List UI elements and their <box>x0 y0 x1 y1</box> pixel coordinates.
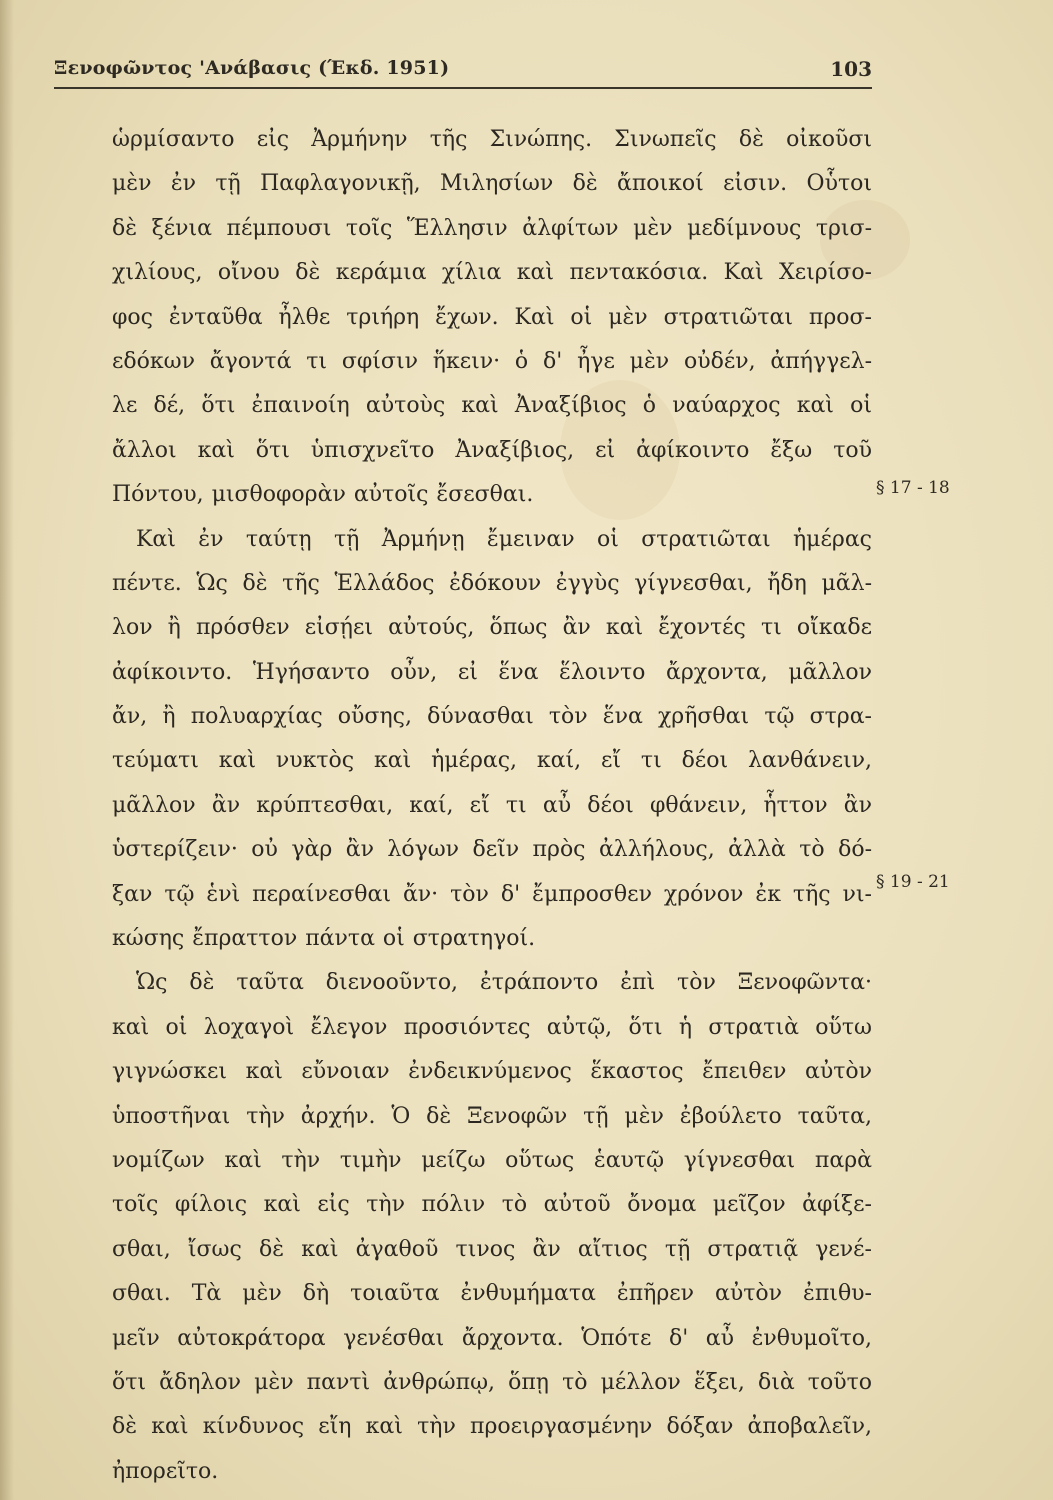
text-line: χιλίους, οἴνου δὲ κεράμια χίλια καὶ πεντακόσια. Καὶ Χειρίσο- <box>112 260 872 286</box>
body-text <box>112 118 872 1494</box>
text-line: ὑστερίζειν· οὐ γὰρ ἂν λόγων δεῖν πρὸς ἀλλήλους, ἀλλὰ τὸ δό- <box>112 837 872 863</box>
text-line: ἠπορεῖτο. <box>112 1458 219 1484</box>
text-line: νομίζων καὶ τὴν τιμὴν μείζω οὕτως ἑαυτῷ γίγνεσθαι παρὰ <box>112 1147 872 1173</box>
text-line: ὡρμίσαντο εἰς Ἀρμήνην τῆς Σινώπης. Σινωπεῖς δὲ οἰκοῦσι <box>112 127 872 152</box>
text-line: φος ἐνταῦθα ἦλθε τριήρη ἔχων. Καὶ οἱ μὲν στρατιῶται προσ- <box>112 304 872 330</box>
text-line: λε δέ, ὅτι ἐπαινοίη αὐτοὺς καὶ Ἀναξίβιος ὁ ναύαρχος καὶ οἱ <box>112 393 872 419</box>
text-line: πέντε. Ὡς δὲ τῆς Ἑλλάδος ἐδόκουν ἐγγὺς γίγνεσθαι, ἤδη μᾶλ- <box>112 570 872 596</box>
text-line: εδόκων ἄγοντά τι σφίσιν ἥκειν· ὁ δ' ἦγε μὲν οὐδέν, ἀπήγγελ- <box>112 348 872 374</box>
text-line: καὶ οἱ λοχαγοὶ ἔλεγον προσιόντες αὐτῷ, ὅτι ἡ στρατιὰ οὕτω <box>112 1014 872 1040</box>
text-line: σθαι. Τὰ μὲν δὴ τοιαῦτα ἐνθυμήματα ἐπῆρεν αὐτὸν ἐπιθυ- <box>112 1281 872 1307</box>
text-line: ὑποστῆναι τὴν ἀρχήν. Ὁ δὲ Ξενοφῶν τῇ μὲν ἐβούλετο ταῦτα, <box>112 1103 872 1129</box>
text-line: λον ἢ πρόσθεν εἰσῄει αὐτούς, ὅπως ἂν καὶ ἔχοντές τι οἴκαδε <box>112 615 872 641</box>
text-line: μᾶλλον ἂν κρύπτεσθαι, καί, εἴ τι αὖ δέοι φθάνειν, ἧττον ἂν <box>112 792 872 818</box>
text-line: ἀφίκοιντο. Ἡγήσαντο οὖν, εἰ ἕνα ἕλοιντο ἄρχοντα, μᾶλλον <box>112 659 872 685</box>
section-marker: § 19 - 21 <box>876 872 950 892</box>
text-line: κώσης ἔπραττον πάντα οἱ στρατηγοί. <box>112 926 536 952</box>
text-line: τοῖς φίλοις καὶ εἰς τὴν πόλιν τὸ αὐτοῦ ὄνομα μεῖζον ἀφίξε- <box>112 1192 872 1218</box>
page-edge-shadow <box>0 0 14 1500</box>
page-number: 103 <box>830 57 872 81</box>
text-line: δὲ καὶ κίνδυνος εἴη καὶ τὴν προειργασμένην δόξαν ἀποβαλεῖν, <box>112 1414 872 1440</box>
text-line: δὲ ξένια πέμπουσι τοῖς Ἕλλησιν ἀλφίτων μὲν μεδίμνους τρισ- <box>112 215 872 241</box>
running-head-title: Ξενοφῶντος 'Ανάβασις (Έκδ. 1951) <box>54 57 450 79</box>
text-line: ξαν τῷ ἑνὶ περαίνεσθαι ἄν· τὸν δ' ἔμπροσθεν χρόνον ἐκ τῆς νι- <box>112 881 872 907</box>
running-head <box>54 57 872 87</box>
text-line: ὅτι ἄδηλον μὲν παντὶ ἀνθρώπῳ, ὅπῃ τὸ μέλλον ἕξει, διὰ τοῦτο <box>112 1369 872 1395</box>
section-marker: § 17 - 18 <box>876 478 950 498</box>
text-line: μεῖν αὐτοκράτορα γενέσθαι ἄρχοντα. Ὁπότε δ' αὖ ἐνθυμοῖτο, <box>112 1325 872 1351</box>
text-line: μὲν ἐν τῇ Παφλαγονικῇ, Μιλησίων δὲ ἄποικοί εἰσιν. Οὗτοι <box>112 171 872 197</box>
header-rule <box>54 87 872 89</box>
text-line-paragraph-start: Ὡς δὲ ταῦτα διενοοῦντο, ἐτράποντο ἐπὶ τὸν Ξενοφῶντα· <box>136 970 872 996</box>
text-line: ἄν, ἢ πολυαρχίας οὔσης, δύνασθαι τὸν ἕνα χρῆσθαι τῷ στρα- <box>112 704 872 730</box>
text-line: τεύματι καὶ νυκτὸς καὶ ἡμέρας, καί, εἴ τι δέοι λανθάνειν, <box>112 748 872 774</box>
text-line: ἄλλοι καὶ ὅτι ὑπισχνεῖτο Ἀναξίβιος, εἰ ἀφίκοιντο ἔξω τοῦ <box>112 437 872 463</box>
text-line-paragraph-start: Καὶ ἐν ταύτῃ τῇ Ἀρμήνῃ ἔμειναν οἱ στρατιῶται ἡμέρας <box>136 526 872 552</box>
text-line: σθαι, ἴσως δὲ καὶ ἀγαθοῦ τινος ἂν αἴτιος τῇ στρατιᾷ γενέ- <box>112 1236 872 1262</box>
text-line: γιγνώσκει καὶ εὔνοιαν ἐνδεικνύμενος ἕκαστος ἔπειθεν αὐτὸν <box>112 1059 872 1085</box>
text-line: Πόντου, μισθοφορὰν αὐτοῖς ἔσεσθαι. <box>112 482 534 508</box>
